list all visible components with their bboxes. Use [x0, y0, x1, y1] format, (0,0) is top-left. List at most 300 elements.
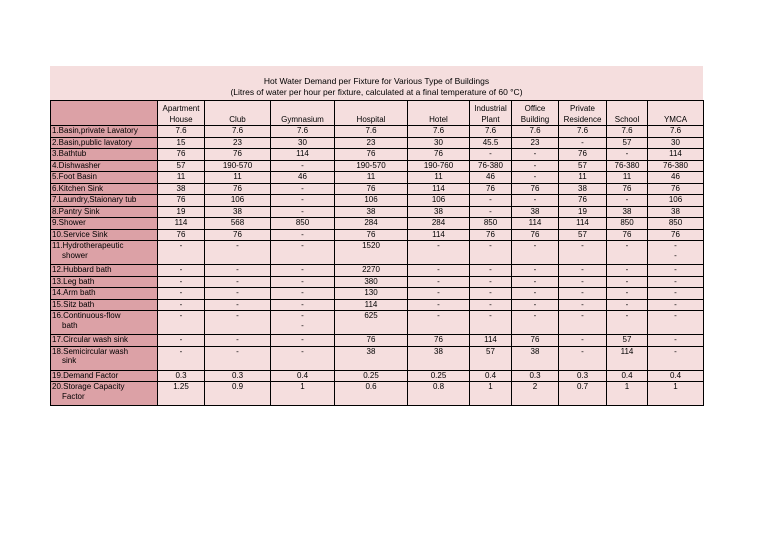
table-cell	[271, 288, 335, 300]
table-cell	[559, 206, 607, 218]
table-cell	[335, 276, 408, 288]
table-cell	[205, 346, 271, 370]
table-cell	[512, 346, 559, 370]
cell-value: -	[301, 265, 304, 274]
cell-value: 380	[364, 276, 378, 286]
table-cell	[205, 276, 271, 288]
table-cell	[648, 195, 704, 207]
cell-value: 11	[176, 172, 186, 181]
cell-value: 57	[578, 229, 587, 239]
table-cell	[559, 160, 607, 172]
table-cell	[271, 229, 335, 241]
cell-value: -	[236, 335, 239, 344]
table-cell	[607, 218, 648, 230]
table-row	[51, 276, 704, 288]
cell-value: -	[625, 149, 629, 158]
table-cell	[648, 241, 704, 265]
table-cell	[408, 311, 470, 335]
cell-value: -	[437, 311, 440, 320]
cell-value: 0.3	[529, 370, 541, 380]
cell-value: 57	[622, 137, 632, 147]
cell-value: 0.25	[363, 370, 379, 380]
cell-value: 38	[530, 346, 540, 356]
table-cell	[408, 241, 470, 265]
cell-value: 2	[532, 382, 538, 391]
row-label	[51, 195, 158, 207]
table-cell	[607, 160, 648, 172]
row-label-text: 17.Circular wash sink	[52, 335, 129, 344]
table-cell	[470, 149, 512, 161]
cell-value: 114	[364, 299, 378, 309]
cell-value: -	[674, 311, 677, 320]
row-label	[51, 183, 158, 195]
table-cell	[158, 335, 205, 347]
cell-value: -	[301, 160, 304, 170]
cell-value: 76-380	[478, 160, 503, 170]
cell-value: -	[489, 288, 492, 297]
cell-value: 19	[578, 206, 587, 216]
cell-value: 76	[434, 335, 443, 344]
cell-value: 76	[530, 229, 540, 239]
cell-value: 0.6	[365, 382, 377, 391]
table-cell	[607, 335, 648, 347]
table-cell	[335, 183, 408, 195]
cell-value: 45.5	[482, 137, 499, 147]
table-cell	[470, 370, 512, 382]
cell-value: 850	[295, 218, 310, 227]
cell-value: 76	[366, 335, 376, 344]
table-cell	[559, 229, 607, 241]
cell-value: 38	[622, 206, 632, 216]
table-cell	[648, 370, 704, 382]
table-cell	[408, 276, 470, 288]
row-label-text-continued: Factor	[62, 391, 85, 401]
table-cell	[158, 241, 205, 265]
row-label-text: 9.Shower	[52, 218, 86, 227]
table-cell	[158, 370, 205, 382]
table-cell	[205, 172, 271, 184]
table-cell	[559, 346, 607, 370]
table-cell	[648, 382, 704, 406]
cell-value: 38	[530, 206, 540, 216]
cell-value: -	[179, 288, 183, 297]
cell-value: 38	[434, 206, 443, 216]
cell-value: -	[533, 276, 537, 286]
cell-value: 0.7	[576, 382, 589, 391]
cell-value: -	[533, 160, 537, 170]
cell-value: -	[533, 172, 537, 181]
cell-value: -	[674, 276, 677, 286]
table-cell	[512, 149, 559, 161]
cell-value: 19	[176, 206, 186, 216]
cell-value: 850	[668, 218, 683, 227]
cell-value: 11	[434, 172, 443, 181]
cell-value: -	[625, 195, 629, 204]
cell-value: -	[533, 241, 537, 250]
table-cell	[271, 382, 335, 406]
table-cell	[470, 206, 512, 218]
cell-value: 76	[530, 335, 540, 344]
cell-value: -	[581, 137, 584, 147]
table-cell	[607, 299, 648, 311]
row-label	[51, 288, 158, 300]
row-label	[51, 382, 158, 406]
cell-value: 11	[622, 172, 632, 181]
row-label-text: 3.Bathtub	[52, 149, 87, 158]
cell-value: 625	[364, 311, 378, 320]
row-label	[51, 311, 158, 335]
row-label	[51, 276, 158, 288]
row-label-text: 15.Sitz bath	[52, 299, 95, 309]
table-cell	[158, 276, 205, 288]
table-cell	[607, 206, 648, 218]
table-cell	[271, 149, 335, 161]
header-row	[51, 101, 704, 126]
row-label-text: 12.Hubbard bath	[52, 265, 112, 274]
row-label	[51, 218, 158, 230]
cell-value: 76	[486, 229, 495, 239]
table-cell	[607, 137, 648, 149]
cell-value: 106	[668, 195, 683, 204]
table-cell	[512, 311, 559, 335]
cell-value: 76	[622, 229, 632, 239]
row-label-text: 18.Semicircular wash	[52, 346, 129, 356]
cell-value: -	[489, 265, 492, 274]
cell-value: -	[533, 311, 537, 320]
cell-value: 23	[233, 137, 242, 147]
table-cell	[648, 218, 704, 230]
cell-value: 7.6	[484, 126, 497, 135]
table-cell	[205, 299, 271, 311]
cell-value: -	[674, 265, 677, 274]
cell-value: 38	[176, 183, 186, 193]
cell-value: -	[533, 299, 537, 309]
cell-value: -	[301, 241, 304, 250]
cell-value: 76	[366, 229, 376, 239]
table-row	[51, 265, 704, 277]
cell-value: 0.4	[296, 370, 309, 380]
cell-value: 114	[528, 218, 542, 227]
cell-value: 76	[486, 183, 495, 193]
row-label	[51, 126, 158, 138]
cell-value: -	[179, 299, 183, 309]
table-cell	[559, 299, 607, 311]
cell-value: 23	[530, 137, 540, 147]
row-label	[51, 335, 158, 347]
cell-value: -	[625, 299, 629, 309]
table-cell	[158, 346, 205, 370]
table-cell	[158, 265, 205, 277]
table-cell	[271, 241, 335, 265]
cell-value: -	[179, 276, 183, 286]
table-cell	[559, 288, 607, 300]
table-cell	[470, 311, 512, 335]
table-cell	[408, 288, 470, 300]
cell-value: 1.25	[173, 382, 189, 391]
cell-value: 76-380	[614, 160, 640, 170]
cell-value: 76	[434, 149, 443, 158]
table-cell	[607, 265, 648, 277]
row-label-text-continued: bath	[62, 320, 78, 330]
table-cell	[408, 265, 470, 277]
table-cell	[205, 241, 271, 265]
cell-value: 7.6	[432, 126, 445, 135]
table-cell	[335, 126, 408, 138]
cell-value: 114	[296, 149, 309, 158]
table-cell	[559, 137, 607, 149]
cell-value: -	[437, 265, 440, 274]
cell-value: 76	[671, 183, 680, 193]
table-cell	[607, 149, 648, 161]
table-cell	[648, 335, 704, 347]
table-cell	[559, 218, 607, 230]
table-cell	[408, 335, 470, 347]
table-row	[51, 149, 704, 161]
cell-value: -	[625, 241, 629, 250]
table-cell	[648, 126, 704, 138]
cell-value: 46	[486, 172, 495, 181]
table-cell	[335, 160, 408, 172]
cell-value-continued: -	[674, 250, 677, 260]
cell-value: -	[533, 288, 537, 297]
row-label-text: 10.Service Sink	[52, 229, 108, 239]
table-cell	[271, 276, 335, 288]
table-row	[51, 137, 704, 149]
table-cell	[470, 218, 512, 230]
cell-value: -	[301, 195, 304, 204]
cell-value: -	[236, 276, 239, 286]
table-row	[51, 288, 704, 300]
cell-value: 0.4	[621, 370, 633, 380]
column-header: YMCA	[648, 101, 704, 126]
cell-value: -	[674, 299, 677, 309]
table-cell	[512, 218, 559, 230]
table-body	[51, 126, 704, 406]
table-cell	[158, 137, 205, 149]
table-cell	[607, 229, 648, 241]
table-cell	[607, 370, 648, 382]
table-cell	[335, 346, 408, 370]
table-cell	[648, 311, 704, 335]
table-subtitle: (Litres of water per hour per fixture, calculated at a final temperature of 60 °C)	[230, 87, 523, 97]
cell-value: 57	[578, 160, 587, 170]
table-cell	[205, 311, 271, 335]
table-cell	[559, 382, 607, 406]
cell-value: 114	[620, 346, 634, 356]
table-cell	[271, 311, 335, 335]
table-cell	[607, 346, 648, 370]
table-cell	[408, 229, 470, 241]
table-cell	[271, 265, 335, 277]
cell-value: -	[437, 299, 440, 309]
table-cell	[335, 299, 408, 311]
table-cell	[512, 229, 559, 241]
table-cell	[158, 229, 205, 241]
cell-value: 0.3	[576, 370, 589, 380]
table-cell	[158, 299, 205, 311]
cell-value: 1520	[362, 241, 380, 250]
table-cell	[158, 218, 205, 230]
cell-value: 76	[366, 149, 376, 158]
table-cell	[470, 160, 512, 172]
table-cell	[512, 276, 559, 288]
cell-value: -	[236, 241, 239, 250]
table-cell	[512, 195, 559, 207]
table-cell	[205, 288, 271, 300]
table-cell	[470, 346, 512, 370]
table-cell	[335, 335, 408, 347]
table-cell	[648, 183, 704, 195]
cell-value: 76	[233, 229, 242, 239]
table-cell	[470, 183, 512, 195]
table-cell	[335, 195, 408, 207]
row-label	[51, 206, 158, 218]
table-cell	[158, 172, 205, 184]
cell-value: -	[179, 311, 183, 320]
cell-value: -	[301, 276, 304, 286]
table-cell	[158, 126, 205, 138]
table-cell	[335, 206, 408, 218]
cell-value: 106	[230, 195, 245, 204]
cell-value: -	[489, 149, 492, 158]
cell-value: 76	[176, 229, 186, 239]
table-cell	[607, 195, 648, 207]
cell-value: -	[581, 276, 584, 286]
table-row	[51, 206, 704, 218]
table-cell	[512, 160, 559, 172]
cell-value: 7.6	[529, 126, 541, 135]
table-row	[51, 218, 704, 230]
table-cell	[512, 382, 559, 406]
cell-value: -	[179, 335, 183, 344]
cell-value: -	[625, 265, 629, 274]
table-cell	[408, 126, 470, 138]
table-cell	[408, 370, 470, 382]
table-row	[51, 335, 704, 347]
table-cell	[408, 183, 470, 195]
cell-value: -	[489, 206, 492, 216]
cell-value: 11	[578, 172, 587, 181]
table-cell	[271, 299, 335, 311]
cell-value: 850	[620, 218, 634, 227]
table-cell	[648, 206, 704, 218]
table-row	[51, 241, 704, 265]
cell-value: -	[236, 311, 239, 320]
table-row	[51, 299, 704, 311]
row-label-text: 8.Pantry Sink	[52, 206, 100, 216]
table-row	[51, 370, 704, 382]
table-cell	[408, 195, 470, 207]
table-cell	[648, 137, 704, 149]
table-cell	[607, 172, 648, 184]
table-cell	[271, 335, 335, 347]
table-cell	[335, 288, 408, 300]
cell-value: 76	[176, 149, 186, 158]
table-row	[51, 172, 704, 184]
table-cell	[205, 218, 271, 230]
table-cell	[559, 276, 607, 288]
cell-value: -	[301, 299, 304, 309]
table-cell	[205, 229, 271, 241]
cell-value: 76	[366, 183, 376, 193]
row-label-text: 13.Leg bath	[52, 276, 95, 286]
table-row	[51, 382, 704, 406]
cell-value: -	[301, 288, 304, 297]
table-cell	[408, 137, 470, 149]
row-label-text-continued: shower	[62, 250, 88, 260]
table-cell	[470, 195, 512, 207]
table-cell	[559, 335, 607, 347]
table-cell	[470, 241, 512, 265]
cell-value: -	[674, 288, 677, 297]
table-cell	[271, 126, 335, 138]
cell-value: 1	[624, 382, 630, 391]
table-cell	[335, 370, 408, 382]
table-cell	[559, 195, 607, 207]
cell-value: 76	[176, 195, 186, 204]
table-cell	[205, 149, 271, 161]
table-cell	[512, 265, 559, 277]
table-cell	[648, 172, 704, 184]
cell-value: 76-380	[663, 160, 688, 170]
table-cell	[512, 299, 559, 311]
row-label-text: 16.Continuous-flow	[52, 311, 121, 320]
cell-value: -	[489, 195, 492, 204]
column-header: Office Building	[512, 101, 559, 126]
cell-value: 190-760	[423, 160, 454, 170]
cell-value: 1	[300, 382, 305, 391]
hot-water-demand-table	[50, 100, 704, 406]
cell-value: -	[301, 229, 304, 239]
cell-value: 106	[364, 195, 378, 204]
table-cell	[648, 265, 704, 277]
table-cell	[559, 172, 607, 184]
cell-value: 76	[530, 183, 540, 193]
table-cell	[271, 137, 335, 149]
table-cell	[607, 382, 648, 406]
cell-value: -	[581, 265, 584, 274]
column-header: Gymnasium	[271, 101, 335, 126]
spreadsheet	[50, 66, 703, 406]
cell-value: 284	[431, 218, 446, 227]
table-row	[51, 229, 704, 241]
cell-value: -	[625, 288, 629, 297]
table-cell	[559, 370, 607, 382]
cell-value: -	[674, 346, 677, 356]
table-cell	[559, 126, 607, 138]
cell-value: -	[625, 311, 629, 320]
table-cell	[512, 335, 559, 347]
table-cell	[648, 299, 704, 311]
table-cell	[158, 195, 205, 207]
cell-value: 38	[671, 206, 680, 216]
cell-value: 38	[366, 206, 376, 216]
row-label	[51, 370, 158, 382]
column-header: Club	[205, 101, 271, 126]
cell-value: 30	[671, 137, 680, 147]
cell-value: -	[236, 299, 239, 309]
cell-value: -	[581, 288, 584, 297]
cell-value: 114	[174, 218, 188, 227]
table-cell	[648, 160, 704, 172]
table-cell	[271, 172, 335, 184]
table-cell	[408, 299, 470, 311]
row-label-text: 7.Laundry,Staionary tub	[52, 195, 137, 204]
table-cell	[559, 241, 607, 265]
table-cell	[205, 335, 271, 347]
cell-value: -	[236, 265, 239, 274]
table-cell	[648, 276, 704, 288]
